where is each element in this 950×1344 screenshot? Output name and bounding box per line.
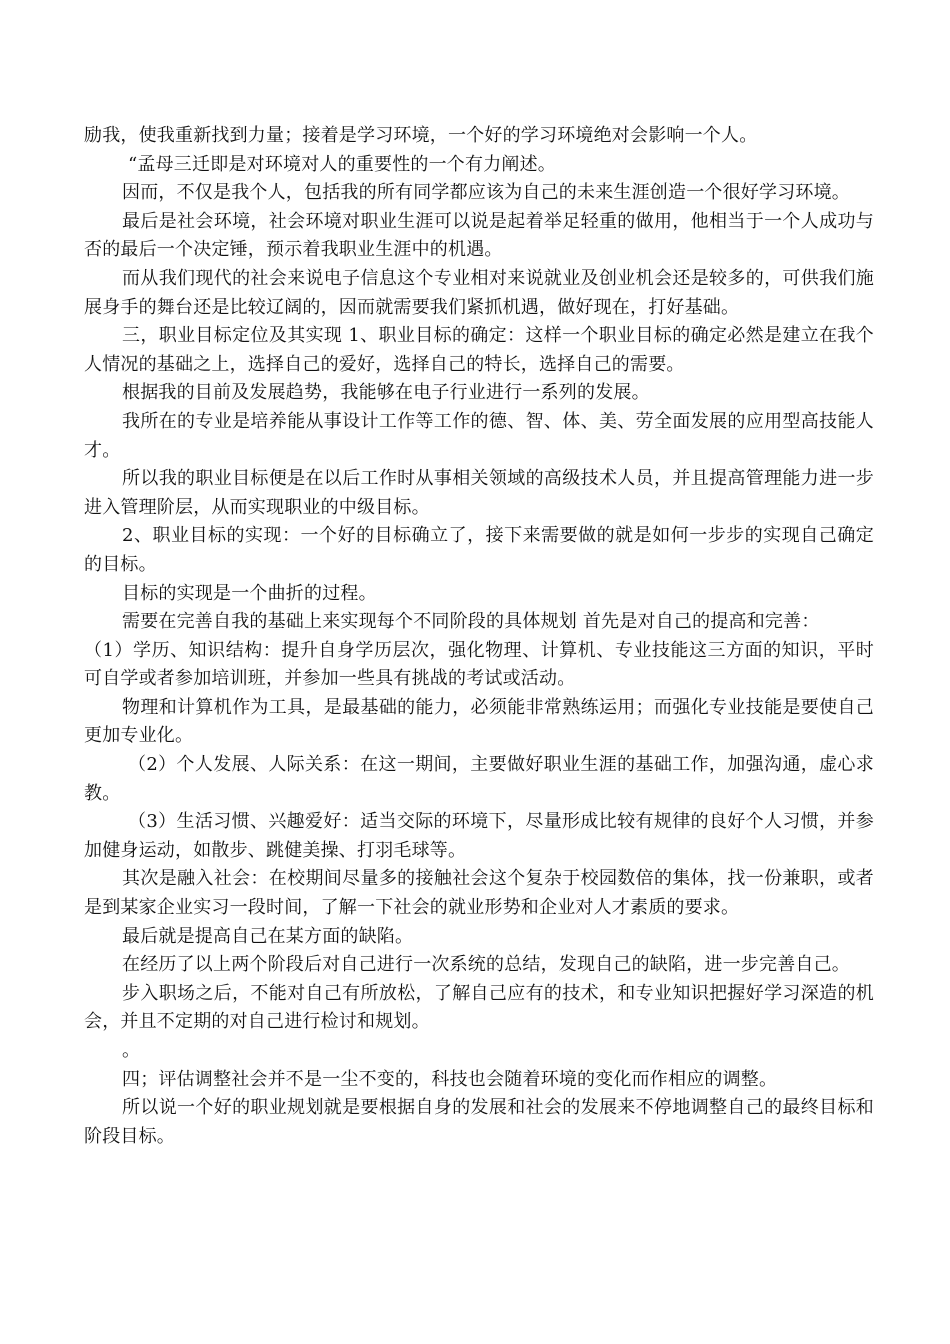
paragraph: 步入职场之后，不能对自己有所放松，了解自己应有的技术，和专业知识把握好学习深造的机会，并且不定期的对自己进行检讨和规划。 [84,982,874,1033]
paragraph: “孟母三迁即是对环境对人的重要性的一个有力阐述。 [128,153,556,175]
paragraph: 所以我的职业目标便是在以后工作时从事相关领域的高级技术人员，并且提高管理能力进一步进入管理阶层，从而实现职业的中级目标。 [84,468,874,518]
paragraph: （1）学历、知识结构：提升自身学历层次，强化物理、计算机、专业技能这三方面的知识，平时可自学或者参加培训班，并参加一些具有挑战的考试或活动。 [84,639,874,690]
paragraph: 其次是融入社会：在校期间尽量多的接触社会这个复杂于校园数倍的集体，找一份兼职，或者是到某家企业实习一段时间，了解一下社会的就业形势和企业对人才素质的要求。 [84,868,874,919]
paragraph: 我所在的专业是培养能从事设计工作等工作的德、智、体、美、劳全面发展的应用型高技能人才。 [84,410,874,461]
paragraph: 而从我们现代的社会来说电子信息这个专业相对来说就业及创业机会还是较多的，可供我们施展身手的舞台还是比较辽阔的，因而就需要我们紧抓机遇，做好现在，打好基础。 [84,267,874,318]
paragraph: 励我，使我重新找到力量；接着是学习环境，一个好的学习环境绝对会影响一个人。 [84,125,758,146]
paragraph: 最后是社会环境，社会环境对职业生涯可以说是起着举足轻重的做用，他相当于一个人成功与否的最后一个决定锤，预示着我职业生涯中的机遇。 [84,210,874,261]
paragraph: 因而，不仅是我个人，包括我的所有同学都应该为自己的未来生涯创造一个很好学习环境。 [122,182,850,204]
document-body [84,122,874,1151]
paragraph: （2）个人发展、人际关系：在这一期间，主要做好职业生涯的基础工作，加强沟通，虚心求教。 [84,754,874,804]
paragraph: 物理和计算机作为工具，是最基础的能力，必须能非常熟练运用；而强化专业技能是要使自己更加专业化。 [84,696,874,747]
paragraph: 目标的实现是一个曲折的过程。 [122,582,377,604]
paragraph: 需要在完善自我的基础上来实现每个不同阶段的具体规划 首先是对自己的提高和完善： [122,611,820,633]
paragraph: 四；评估调整社会并不是一尘不变的，科技也会随着环境的变化而作相应的调整。 [122,1068,778,1090]
paragraph: 三，职业目标定位及其实现 1、职业目标的确定：这样一个职业目标的确定必然是建立在我个人情况的基础之上，选择自己的爱好，选择自己的特长，选择自己的需要。 [84,325,874,375]
paragraph: 根据我的目前及发展趋势，我能够在电子行业进行一系列的发展。 [122,382,650,404]
paragraph: （3）生活习惯、兴趣爱好：适当交际的环境下，尽量形成比较有规律的良好个人习惯，并参加健身运动，如散步、跳健美操、打羽毛球等。 [84,811,874,861]
paragraph: 所以说一个好的职业规划就是要根据自身的发展和社会的发展来不停地调整自己的最终目标和阶段目标。 [84,1097,874,1147]
paragraph: 最后就是提高自己在某方面的缺陷。 [122,925,414,947]
paragraph: 在经历了以上两个阶段后对自己进行一次系统的总结，发现自己的缺陷，进一步完善自己。 [122,954,850,976]
paragraph: 。 [122,1040,141,1061]
paragraph: 2、职业目标的实现：一个好的目标确立了，接下来需要做的就是如何一步步的实现自己确定的目标。 [84,525,874,575]
